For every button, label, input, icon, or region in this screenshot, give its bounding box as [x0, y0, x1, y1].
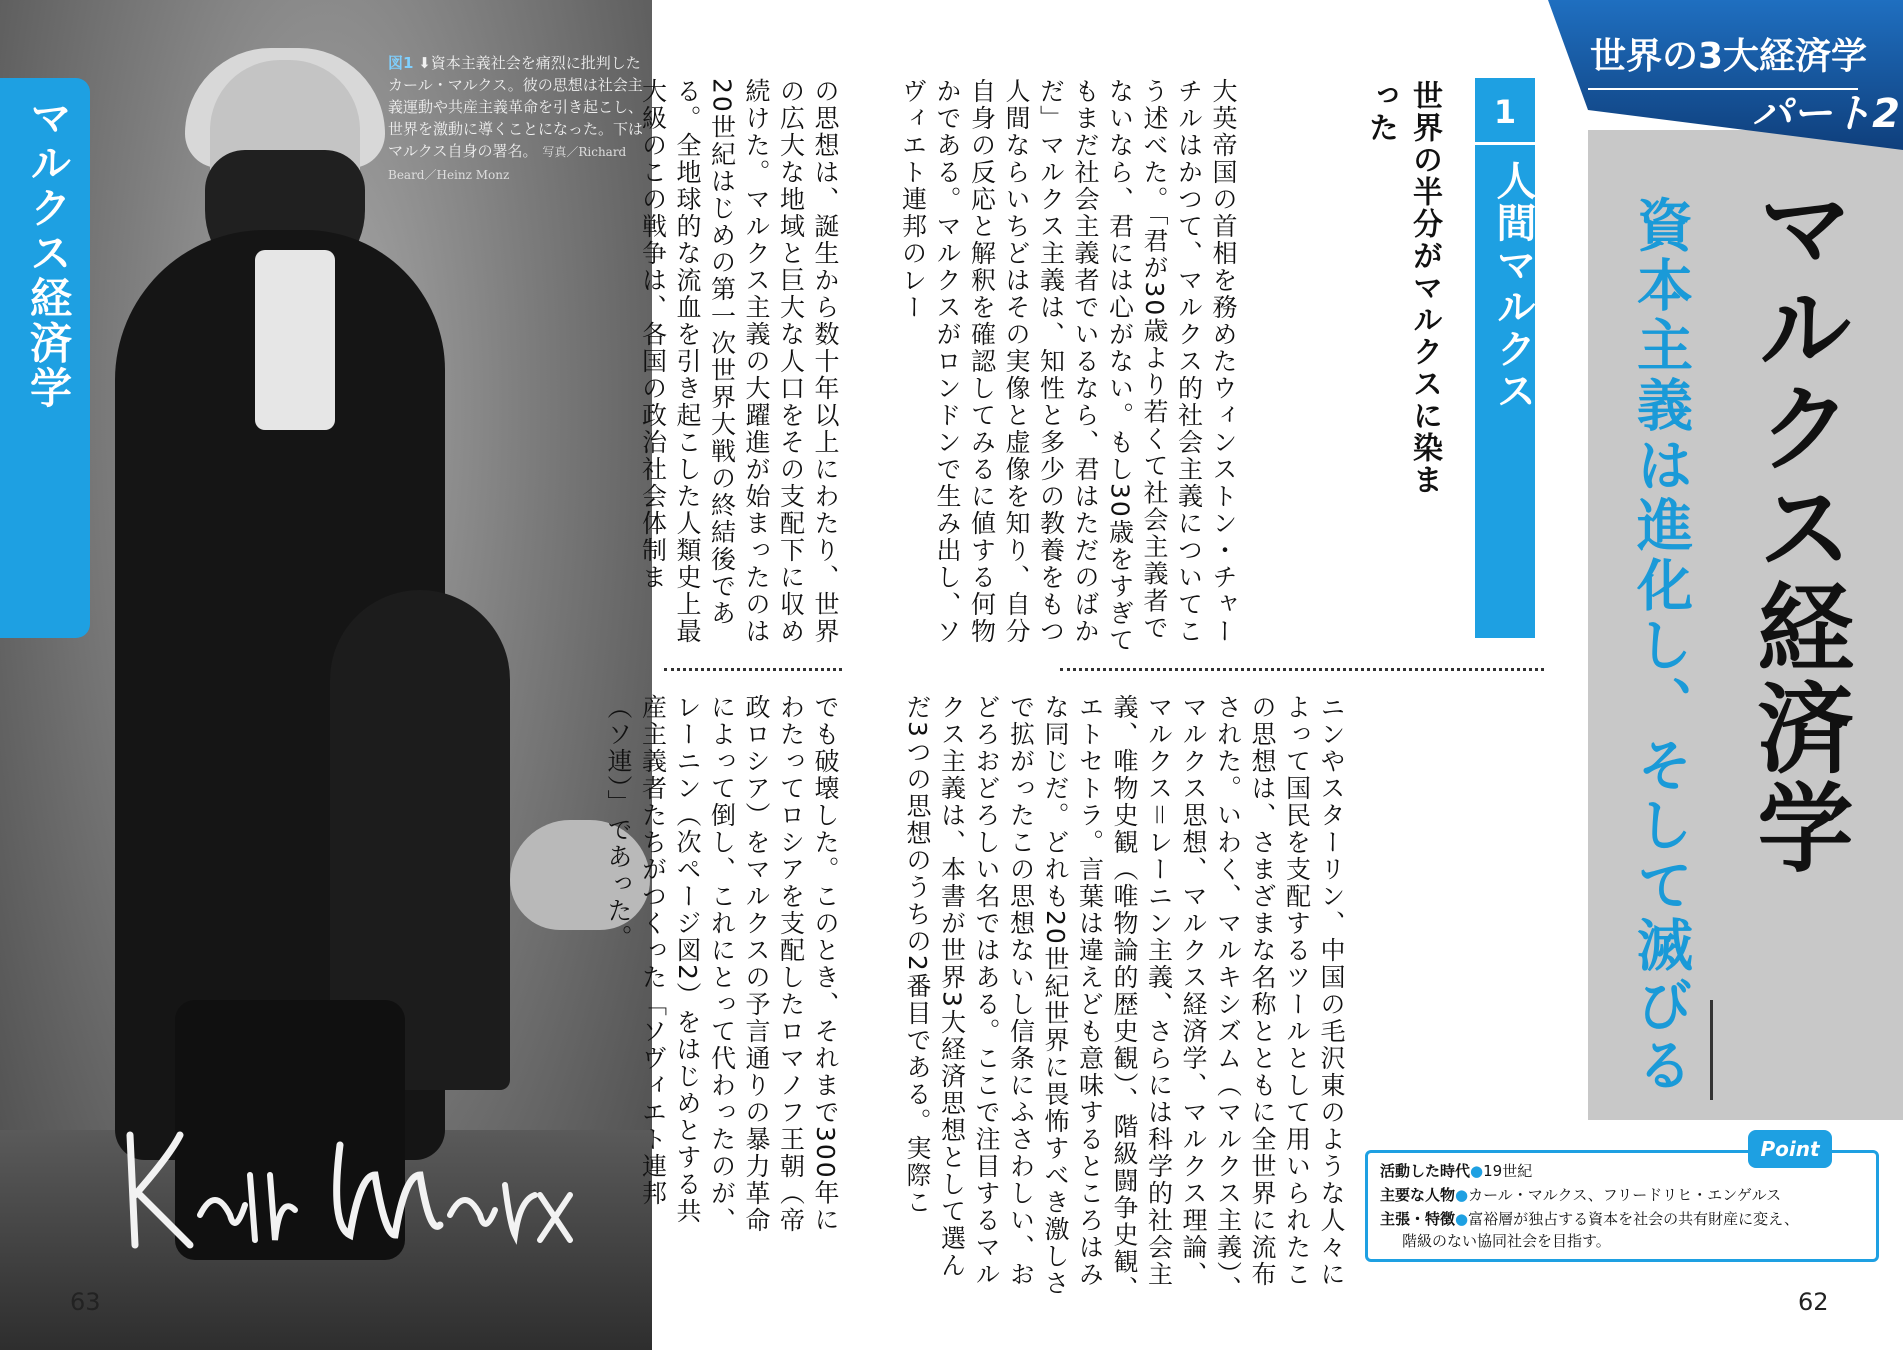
page-title: マルクス経済学	[1742, 178, 1854, 878]
column-divider-right	[1060, 668, 1544, 671]
caption-text: ⬇資本主義社会を痛烈に批判したカール・マルクス。彼の思想は社会主義運動や共産主義革命を引き起こし、世界を激動に導くことになった。下はマルクス自身の署名。	[388, 54, 644, 160]
column-divider-left	[664, 668, 842, 671]
section-number: 1	[1475, 82, 1535, 145]
body-text-left-top: の思想は、誕生から数十年以上にわたり、世界の広大な地域と巨大な人口をその支配下に収め続けた。マルクス主義の大躍進が始まったのは20世紀はじめの第一次世界大戦の終結後である。全地球的な流血を引き起こした人類史上最大級のこの戦争は、各国の政治社会体制ま	[638, 78, 840, 645]
point-row-era: 活動した時代●19世紀	[1380, 1162, 1533, 1180]
title-divider	[1710, 1000, 1713, 1100]
page-subtitle: 資本主義は進化し、そして滅びる	[1628, 196, 1693, 1096]
chapter-tab	[0, 78, 90, 638]
figure-label: 図1	[388, 54, 414, 72]
point-badge: Point	[1748, 1130, 1832, 1168]
karl-marx-signature	[110, 1115, 580, 1265]
series-title: 世界の3大経済学	[1590, 36, 1868, 77]
photo-caption	[388, 52, 644, 252]
series-part: パート2	[1752, 91, 1900, 137]
body-text-right-top: 大英帝国の首相を務めたウィンストン・チャーチルはかつて、マルクス的社会主義についてこう述べた。「君が30歳より若くて社会主義者でないなら、君には心がない。もし30歳をすぎてもまだ社会主義者でいるなら、君はただのばかだ」マルクス主義は、知性と多少の教養をもつ人間ならいちどはその実像と虚像を知り、自分自身の反応と解釈を確認してみるに値する何物かである。マルクスがロンドンで生み出し、ソヴィエト連邦のレー	[898, 78, 1238, 654]
point-row-claim-cont: 階級のない協同社会を目指す。	[1402, 1232, 1611, 1250]
point-row-people: 主要な人物●カール・マルクス、フリードリヒ・エンゲルス	[1380, 1186, 1782, 1204]
page-number-right: 62	[1798, 1288, 1829, 1316]
section-heading: 世界の半分がマルクスに染まった	[1363, 80, 1442, 496]
photo-credit: 写真／Richard Beard／Heinz Monz	[388, 145, 627, 182]
chapter-tab-label: マルクス経済学	[24, 96, 73, 411]
section-title: 人間マルクス	[1490, 160, 1536, 412]
body-text-right-bottom: ニンやスターリン、中国の毛沢東のような人々によって国民を支配するツールとして用いられたこの思想は、さまざまな名称とともに全世界に流布された。いわく、マルキシズム（マルクス主義）、マルクス思想、マルクス経済学、マルクス理論、マルクス＝レーニン主義、さらには科学的社会主義、唯物史観（唯物論的歴史観）、階級闘争史観、エトセトラ。言葉は違えども意味するところはみな同じだ。どれも20世紀世界に畏怖すべき激しさで拡がったこの思想ないし信条にふさわしい、おどろおどろしい名ではある。ここで注目するマルクス主義は、本書が世界3大経済思想として選んだ3つの思想のうちの2番目である。実際こ	[903, 694, 1346, 1303]
page-number-left: 63	[70, 1288, 101, 1316]
body-text-left-bottom: でも破壊した。このとき、それまで300年にわたってロシアを支配したロマノフ王朝（帝政ロシア）をマルクスの予言通りの暴力革命によって倒し、これにとって代わったのが、レーニン（次ページ図2）をはじめとする共産主義者たちがつくった「ソヴィエト連邦（ソ連）」であった。	[604, 694, 840, 1234]
point-row-claim: 主張・特徴●富裕層が独占する資本を社会の共有財産に変え、	[1380, 1210, 1800, 1228]
